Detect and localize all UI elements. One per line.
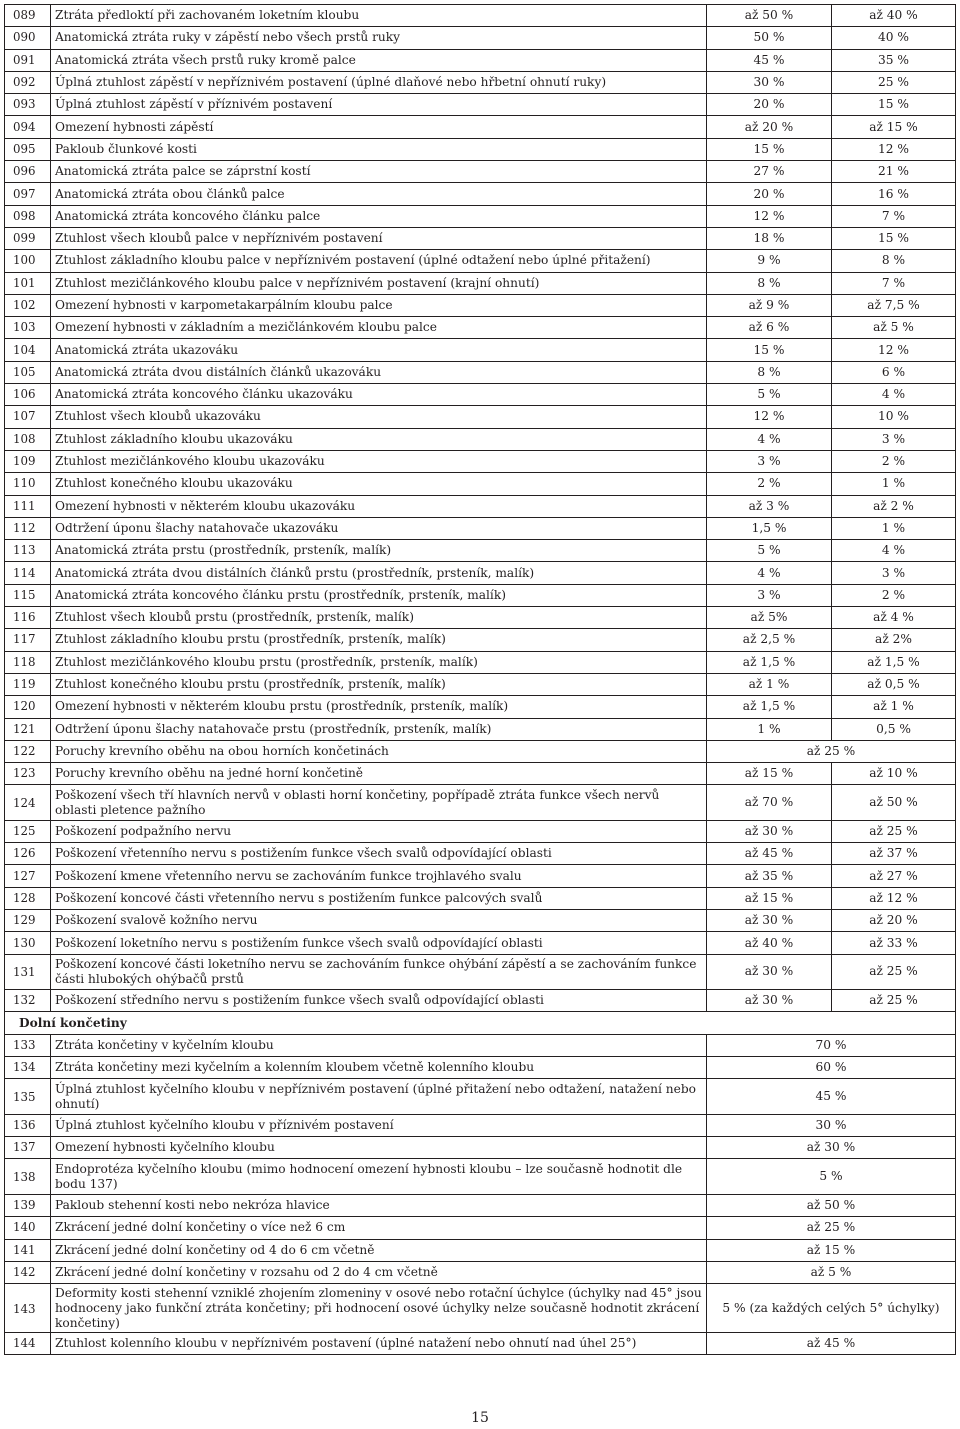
table-row xyxy=(5,696,956,718)
rate-value-secondary: 1 % xyxy=(832,473,956,495)
item-description: Odtržení úponu šlachy natahovače ukazováku xyxy=(51,517,707,539)
rate-value-secondary: 35 % xyxy=(832,49,956,71)
item-number: 098 xyxy=(5,205,51,227)
rate-value-primary: 20 % xyxy=(707,94,832,116)
item-description: Úplná ztuhlost zápěstí v nepříznivém postavení (úplné dlaňové nebo hřbetní ohnutí ruky) xyxy=(51,71,707,93)
item-description: Omezení hybnosti v základním a mezičlánkovém kloubu palce xyxy=(51,317,707,339)
item-number: 114 xyxy=(5,562,51,584)
item-number: 124 xyxy=(5,785,51,821)
rate-value-primary: až 9 % xyxy=(707,294,832,316)
item-description: Pakloub člunkové kosti xyxy=(51,138,707,160)
item-description: Odtržení úponu šlachy natahovače prstu (prostředník, prsteník, malík) xyxy=(51,718,707,740)
table-row xyxy=(5,740,956,762)
rate-value-secondary: až 25 % xyxy=(832,820,956,842)
rate-value-secondary: 7 % xyxy=(832,205,956,227)
item-number: 141 xyxy=(5,1239,51,1261)
table-row xyxy=(5,932,956,954)
item-number: 120 xyxy=(5,696,51,718)
item-description: Anatomická ztráta obou článků palce xyxy=(51,183,707,205)
rate-value-secondary: až 50 % xyxy=(832,785,956,821)
item-number: 132 xyxy=(5,990,51,1012)
table-row xyxy=(5,495,956,517)
item-number: 099 xyxy=(5,227,51,249)
table-row xyxy=(5,294,956,316)
item-description: Poškození všech tří hlavních nervů v oblasti horní končetiny, popřípadě ztráta funkce všech nervů oblasti pletence pažního xyxy=(51,785,707,821)
rates-table-body xyxy=(5,5,956,1355)
item-description: Poruchy krevního oběhu na jedné horní končetině xyxy=(51,763,707,785)
rate-value-primary: až 20 % xyxy=(707,116,832,138)
item-number: 118 xyxy=(5,651,51,673)
rate-value-primary: až 15 % xyxy=(707,763,832,785)
item-description: Ztuhlost základního kloubu ukazováku xyxy=(51,428,707,450)
table-row xyxy=(5,317,956,339)
table-row xyxy=(5,5,956,27)
item-number: 102 xyxy=(5,294,51,316)
item-description: Poškození kmene vřetenního nervu se zachováním funkce trojhlavého svalu xyxy=(51,865,707,887)
rate-value-secondary: 21 % xyxy=(832,161,956,183)
table-row xyxy=(5,1034,956,1056)
item-description: Poškození svalově kožního nervu xyxy=(51,910,707,932)
item-description: Zkrácení jedné dolní končetiny od 4 do 6 cm včetně xyxy=(51,1239,707,1261)
item-number: 140 xyxy=(5,1217,51,1239)
rate-value-primary: 3 % xyxy=(707,450,832,472)
item-description: Anatomická ztráta ruky v zápěstí nebo všech prstů ruky xyxy=(51,27,707,49)
item-description: Ztuhlost konečného kloubu prstu (prostředník, prsteník, malík) xyxy=(51,673,707,695)
item-description: Úplná ztuhlost kyčelního kloubu v nepříznivém postavení (úplné přitažení nebo odtažení, natažení nebo ohnutí) xyxy=(51,1079,707,1115)
rate-value-primary: 18 % xyxy=(707,227,832,249)
rate-value: 5 % xyxy=(707,1159,956,1195)
item-number: 139 xyxy=(5,1194,51,1216)
table-row xyxy=(5,161,956,183)
item-number: 108 xyxy=(5,428,51,450)
item-number: 137 xyxy=(5,1137,51,1159)
rate-value-primary: až 30 % xyxy=(707,910,832,932)
rate-value-secondary: 12 % xyxy=(832,138,956,160)
rate-value: až 15 % xyxy=(707,1239,956,1261)
rate-value-secondary: až 12 % xyxy=(832,887,956,909)
item-number: 131 xyxy=(5,954,51,990)
rate-value-primary: až 50 % xyxy=(707,5,832,27)
rate-value-primary: 8 % xyxy=(707,361,832,383)
item-number: 127 xyxy=(5,865,51,887)
rate-value-primary: 1 % xyxy=(707,718,832,740)
rate-value-secondary: 3 % xyxy=(832,428,956,450)
rate-value-secondary: 4 % xyxy=(832,384,956,406)
table-row xyxy=(5,272,956,294)
item-number: 109 xyxy=(5,450,51,472)
rate-value-primary: až 2,5 % xyxy=(707,629,832,651)
item-description: Omezení hybnosti zápěstí xyxy=(51,116,707,138)
table-row xyxy=(5,71,956,93)
item-description: Ztuhlost mezičlánkového kloubu prstu (prostředník, prsteník, malík) xyxy=(51,651,707,673)
table-row xyxy=(5,250,956,272)
table-row xyxy=(5,607,956,629)
table-row xyxy=(5,629,956,651)
item-number: 121 xyxy=(5,718,51,740)
item-description: Omezení hybnosti v některém kloubu ukazováku xyxy=(51,495,707,517)
item-description: Pakloub stehenní kosti nebo nekróza hlavice xyxy=(51,1194,707,1216)
rate-value-primary: 20 % xyxy=(707,183,832,205)
table-row xyxy=(5,450,956,472)
item-number: 094 xyxy=(5,116,51,138)
table-row xyxy=(5,584,956,606)
rate-value-secondary: 4 % xyxy=(832,540,956,562)
table-row xyxy=(5,865,956,887)
rate-value-primary: 5 % xyxy=(707,540,832,562)
table-row xyxy=(5,94,956,116)
rate-value-secondary: 25 % xyxy=(832,71,956,93)
item-number: 113 xyxy=(5,540,51,562)
table-row xyxy=(5,116,956,138)
rate-value-primary: až 1,5 % xyxy=(707,696,832,718)
item-number: 103 xyxy=(5,317,51,339)
rate-value-primary: 15 % xyxy=(707,339,832,361)
table-row xyxy=(5,27,956,49)
rate-value-secondary: až 1 % xyxy=(832,696,956,718)
rate-value-secondary: až 25 % xyxy=(832,954,956,990)
rate-value: 45 % xyxy=(707,1079,956,1115)
item-description: Zkrácení jedné dolní končetiny o více než 6 cm xyxy=(51,1217,707,1239)
item-description: Anatomická ztráta prstu (prostředník, prsteník, malík) xyxy=(51,540,707,562)
item-description: Poškození koncové části vřetenního nervu s postižením funkce palcových svalů xyxy=(51,887,707,909)
rate-value-secondary: 6 % xyxy=(832,361,956,383)
rate-value-secondary: až 2 % xyxy=(832,495,956,517)
item-number: 133 xyxy=(5,1034,51,1056)
rate-value: až 5 % xyxy=(707,1261,956,1283)
item-number: 092 xyxy=(5,71,51,93)
item-description: Poškození koncové části loketního nervu se zachováním funkce ohýbání zápěstí a se zachováním funkce části hlubokých ohýbačů prstů xyxy=(51,954,707,990)
rate-value: 5 % (za každých celých 5° úchylky) xyxy=(707,1284,956,1333)
rate-value-secondary: až 20 % xyxy=(832,910,956,932)
rate-value-primary: až 6 % xyxy=(707,317,832,339)
rate-value-secondary: až 10 % xyxy=(832,763,956,785)
item-number: 122 xyxy=(5,740,51,762)
table-row xyxy=(5,473,956,495)
item-description: Ztuhlost všech kloubů prstu (prostředník, prsteník, malík) xyxy=(51,607,707,629)
item-description: Anatomická ztráta palce se záprstní kostí xyxy=(51,161,707,183)
item-description: Úplná ztuhlost zápěstí v příznivém postavení xyxy=(51,94,707,116)
rate-value-primary: až 15 % xyxy=(707,887,832,909)
rate-value-secondary: 2 % xyxy=(832,450,956,472)
table-row xyxy=(5,384,956,406)
table-row xyxy=(5,361,956,383)
rate-value-primary: 27 % xyxy=(707,161,832,183)
item-description: Ztuhlost mezičlánkového kloubu ukazováku xyxy=(51,450,707,472)
item-description: Ztuhlost všech kloubů ukazováku xyxy=(51,406,707,428)
rate-value-primary: až 1 % xyxy=(707,673,832,695)
rate-value-secondary: 40 % xyxy=(832,27,956,49)
rate-value-secondary: 10 % xyxy=(832,406,956,428)
item-description: Ztuhlost konečného kloubu ukazováku xyxy=(51,473,707,495)
rate-value-primary: 45 % xyxy=(707,49,832,71)
item-description: Poškození loketního nervu s postižením funkce všech svalů odpovídající oblasti xyxy=(51,932,707,954)
table-row xyxy=(5,138,956,160)
rate-value-secondary: 0,5 % xyxy=(832,718,956,740)
section-header-row xyxy=(5,1012,956,1034)
rate-value-primary: 8 % xyxy=(707,272,832,294)
rate-value-primary: 2 % xyxy=(707,473,832,495)
item-number: 125 xyxy=(5,820,51,842)
rate-value-secondary: až 15 % xyxy=(832,116,956,138)
item-number: 107 xyxy=(5,406,51,428)
item-number: 123 xyxy=(5,763,51,785)
item-description: Ztuhlost všech kloubů palce v nepříznivém postavení xyxy=(51,227,707,249)
item-number: 105 xyxy=(5,361,51,383)
table-row xyxy=(5,540,956,562)
item-description: Ztráta předloktí při zachovaném loketním kloubu xyxy=(51,5,707,27)
rate-value-primary: 4 % xyxy=(707,562,832,584)
rate-value-secondary: až 5 % xyxy=(832,317,956,339)
item-number: 091 xyxy=(5,49,51,71)
table-row xyxy=(5,843,956,865)
rate-value-primary: až 3 % xyxy=(707,495,832,517)
rate-value-secondary: 7 % xyxy=(832,272,956,294)
table-row xyxy=(5,785,956,821)
item-number: 117 xyxy=(5,629,51,651)
rate-value-secondary: 15 % xyxy=(832,227,956,249)
rate-value-primary: až 1,5 % xyxy=(707,651,832,673)
table-row xyxy=(5,887,956,909)
item-number: 135 xyxy=(5,1079,51,1115)
item-description: Ztuhlost mezičlánkového kloubu palce v nepříznivém postavení (krajní ohnutí) xyxy=(51,272,707,294)
item-number: 129 xyxy=(5,910,51,932)
table-row xyxy=(5,954,956,990)
table-row xyxy=(5,673,956,695)
table-row xyxy=(5,428,956,450)
rate-value-primary: 5 % xyxy=(707,384,832,406)
rate-value-secondary: až 2% xyxy=(832,629,956,651)
item-number: 128 xyxy=(5,887,51,909)
item-description: Omezení hybnosti kyčelního kloubu xyxy=(51,1137,707,1159)
item-description: Anatomická ztráta koncového článku ukazováku xyxy=(51,384,707,406)
item-description: Omezení hybnosti v některém kloubu prstu (prostředník, prsteník, malík) xyxy=(51,696,707,718)
table-row xyxy=(5,1114,956,1136)
item-description: Ztráta končetiny mezi kyčelním a kolenním kloubem včetně kolenního kloubu xyxy=(51,1057,707,1079)
item-description: Anatomická ztráta dvou distálních článků prstu (prostředník, prsteník, malík) xyxy=(51,562,707,584)
rate-value-primary: až 45 % xyxy=(707,843,832,865)
item-description: Poškození středního nervu s postižením funkce všech svalů odpovídající oblasti xyxy=(51,990,707,1012)
rate-value-secondary: 3 % xyxy=(832,562,956,584)
item-number: 142 xyxy=(5,1261,51,1283)
table-row xyxy=(5,910,956,932)
rate-value-secondary: až 1,5 % xyxy=(832,651,956,673)
item-description: Poškození podpažního nervu xyxy=(51,820,707,842)
rate-value: až 30 % xyxy=(707,1137,956,1159)
rate-value-secondary: až 0,5 % xyxy=(832,673,956,695)
item-description: Anatomická ztráta dvou distálních článků ukazováku xyxy=(51,361,707,383)
item-number: 143 xyxy=(5,1284,51,1333)
rate-value-primary: 3 % xyxy=(707,584,832,606)
rate-value-primary: až 30 % xyxy=(707,990,832,1012)
item-number: 110 xyxy=(5,473,51,495)
item-description: Omezení hybnosti v karpometakarpálním kloubu palce xyxy=(51,294,707,316)
table-row xyxy=(5,406,956,428)
rate-value-primary: až 40 % xyxy=(707,932,832,954)
item-number: 119 xyxy=(5,673,51,695)
table-row xyxy=(5,651,956,673)
rate-value: 60 % xyxy=(707,1057,956,1079)
item-description: Poškození vřetenního nervu s postižením funkce všech svalů odpovídající oblasti xyxy=(51,843,707,865)
item-description: Ztráta končetiny v kyčelním kloubu xyxy=(51,1034,707,1056)
item-description: Endoprotéza kyčelního kloubu (mimo hodnocení omezení hybnosti kloubu – lze současně hodnotit dle bodu 137) xyxy=(51,1159,707,1195)
rate-value-primary: až 35 % xyxy=(707,865,832,887)
item-description: Ztuhlost základního kloubu prstu (prostředník, prsteník, malík) xyxy=(51,629,707,651)
item-description: Úplná ztuhlost kyčelního kloubu v příznivém postavení xyxy=(51,1114,707,1136)
rate-value-secondary: až 4 % xyxy=(832,607,956,629)
item-number: 096 xyxy=(5,161,51,183)
item-number: 130 xyxy=(5,932,51,954)
item-number: 134 xyxy=(5,1057,51,1079)
item-number: 095 xyxy=(5,138,51,160)
rate-value-secondary: až 40 % xyxy=(832,5,956,27)
item-number: 126 xyxy=(5,843,51,865)
table-row xyxy=(5,1079,956,1115)
item-description: Ztuhlost základního kloubu palce v nepříznivém postavení (úplné odtažení nebo úplné přitažení) xyxy=(51,250,707,272)
item-description: Zkrácení jedné dolní končetiny v rozsahu od 2 do 4 cm včetně xyxy=(51,1261,707,1283)
rate-value: 70 % xyxy=(707,1034,956,1056)
table-row xyxy=(5,718,956,740)
rate-value-secondary: až 37 % xyxy=(832,843,956,865)
rate-value-secondary: až 27 % xyxy=(832,865,956,887)
rate-value-secondary: až 33 % xyxy=(832,932,956,954)
table-row xyxy=(5,1057,956,1079)
rate-value: až 50 % xyxy=(707,1194,956,1216)
rate-value-secondary: 2 % xyxy=(832,584,956,606)
table-row xyxy=(5,205,956,227)
rate-value: až 45 % xyxy=(707,1333,956,1355)
table-row xyxy=(5,1159,956,1195)
table-row xyxy=(5,1217,956,1239)
item-number: 101 xyxy=(5,272,51,294)
item-number: 097 xyxy=(5,183,51,205)
table-row xyxy=(5,562,956,584)
table-row xyxy=(5,1284,956,1333)
table-row xyxy=(5,339,956,361)
rate-value: až 25 % xyxy=(707,740,956,762)
item-number: 115 xyxy=(5,584,51,606)
table-row xyxy=(5,1137,956,1159)
rate-value-primary: 4 % xyxy=(707,428,832,450)
item-number: 090 xyxy=(5,27,51,49)
rate-value-secondary: 16 % xyxy=(832,183,956,205)
table-row xyxy=(5,183,956,205)
table-row xyxy=(5,517,956,539)
rate-value: až 25 % xyxy=(707,1217,956,1239)
rate-value-primary: 12 % xyxy=(707,406,832,428)
table-row xyxy=(5,1333,956,1355)
table-row xyxy=(5,1261,956,1283)
item-description: Anatomická ztráta ukazováku xyxy=(51,339,707,361)
rate-value-secondary: 1 % xyxy=(832,517,956,539)
rate-value-secondary: 12 % xyxy=(832,339,956,361)
item-description: Anatomická ztráta koncového článku palce xyxy=(51,205,707,227)
rate-value-primary: až 70 % xyxy=(707,785,832,821)
rate-value-primary: 9 % xyxy=(707,250,832,272)
rate-value-primary: až 30 % xyxy=(707,820,832,842)
item-number: 104 xyxy=(5,339,51,361)
table-row xyxy=(5,763,956,785)
page-number: 15 xyxy=(471,1410,489,1426)
rate-value-primary: 12 % xyxy=(707,205,832,227)
item-number: 111 xyxy=(5,495,51,517)
item-description: Anatomická ztráta všech prstů ruky kromě palce xyxy=(51,49,707,71)
rate-value-primary: až 30 % xyxy=(707,954,832,990)
item-number: 144 xyxy=(5,1333,51,1355)
item-number: 089 xyxy=(5,5,51,27)
rate-value-secondary: 8 % xyxy=(832,250,956,272)
item-number: 116 xyxy=(5,607,51,629)
table-row xyxy=(5,820,956,842)
item-number: 100 xyxy=(5,250,51,272)
table-row xyxy=(5,49,956,71)
rate-value-primary: 50 % xyxy=(707,27,832,49)
rate-value: 30 % xyxy=(707,1114,956,1136)
item-number: 106 xyxy=(5,384,51,406)
item-description: Ztuhlost kolenního kloubu v nepříznivém postavení (úplné natažení nebo ohnutí nad úhel 25°) xyxy=(51,1333,707,1355)
item-description: Poruchy krevního oběhu na obou horních končetinách xyxy=(51,740,707,762)
rate-value-primary: 1,5 % xyxy=(707,517,832,539)
rates-table xyxy=(4,4,956,1355)
table-row xyxy=(5,990,956,1012)
table-row xyxy=(5,1239,956,1261)
rate-value-secondary: až 7,5 % xyxy=(832,294,956,316)
item-number: 112 xyxy=(5,517,51,539)
table-row xyxy=(5,227,956,249)
item-number: 136 xyxy=(5,1114,51,1136)
item-description: Deformity kosti stehenní vzniklé zhojením zlomeniny v osové nebo rotační úchylce (úchylky nad 45° jsou hodnoceny jako funkční ztráta končetiny; při hodnocení osové úchylky nelze současně hodnotit zkrácení končetiny) xyxy=(51,1284,707,1333)
rate-value-primary: 15 % xyxy=(707,138,832,160)
rate-value-secondary: až 25 % xyxy=(832,990,956,1012)
section-title: Dolní končetiny xyxy=(5,1012,956,1034)
item-description: Anatomická ztráta koncového článku prstu (prostředník, prsteník, malík) xyxy=(51,584,707,606)
item-number: 138 xyxy=(5,1159,51,1195)
item-number: 093 xyxy=(5,94,51,116)
table-row xyxy=(5,1194,956,1216)
rate-value-primary: až 5% xyxy=(707,607,832,629)
rates-table-container xyxy=(4,4,955,1355)
rate-value-secondary: 15 % xyxy=(832,94,956,116)
rate-value-primary: 30 % xyxy=(707,71,832,93)
